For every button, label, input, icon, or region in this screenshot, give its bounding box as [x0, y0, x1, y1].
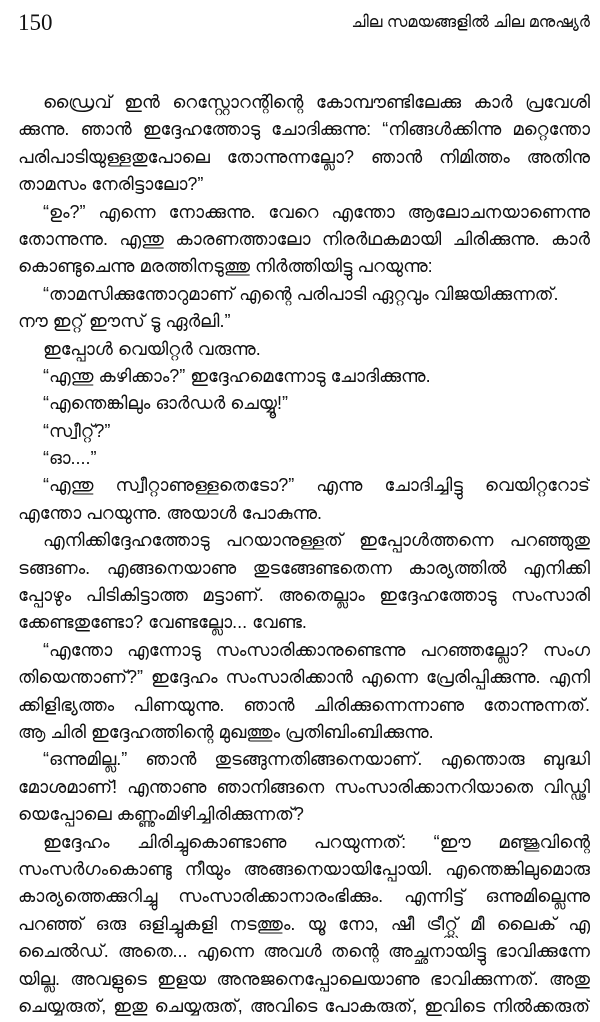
text-line: മോശമാണ്! എന്താണു ഞാനിങ്ങനെ സംസാരിക്കാനറിയാതെ വിഡ്ഢി — [18, 776, 590, 797]
text-line: ക്കേണ്ടതുണ്ടോ? വേണ്ടല്ലോ... വേണ്ട. — [18, 612, 307, 633]
text-line: യില്ല. അവളുടെ ഇളയ അനുജനെപ്പോലെയാണു ഭാവിക്കുന്നത്. അതു — [18, 968, 590, 989]
text-line: ചൈൽഡ്. അതെ... എന്നെ അവൾ തന്റെ അച്ഛനായിട്ടു ഭാവിക്കുന്നേ — [18, 941, 590, 962]
text-line: തിയെന്താണ്?” ഇദ്ദേഹം സംസാരിക്കാൻ എന്നെ പ്രേരിപ്പിക്കുന്നു. എനി — [18, 667, 590, 688]
text-line: എന്തോ പറയുന്നു. അയാൾ പോകുന്നു. — [18, 502, 323, 523]
text-line: കൊണ്ടുചെന്നു മരത്തിനടുത്തു നിർത്തിയിട്ടു പറയുന്നു: — [18, 256, 433, 277]
page-body-text — [18, 89, 590, 1020]
text-line: ക്കുന്നു. ഞാൻ ഇദ്ദേഹത്തോടു ചോദിക്കുന്നു: “നിങ്ങൾക്കിന്നു മറ്റെന്തോ — [18, 119, 590, 140]
text-line: “ഉം?” എന്നെ നോക്കുന്നു. വേറെ എന്തോ ആലോചനയാണെന്നു — [43, 201, 590, 222]
text-line: യെപ്പോലെ കണ്ണുംമിഴിച്ചിരിക്കുന്നത്? — [18, 804, 304, 825]
text-line: താമസം നേരിട്ടാലോ?” — [18, 174, 204, 195]
text-line: “എന്തോ എന്നോടു സംസാരിക്കാനുണ്ടെന്നു പറഞ്ഞല്ലോ? സംഗ — [43, 639, 590, 660]
text-line: ആ ചിരി ഇദ്ദേഹത്തിന്റെ മുഖത്തും പ്രതിബിംബിക്കുന്നു. — [18, 721, 434, 742]
text-line: “എന്തു സ്വീറ്റാണുള്ളതെടോ?” എന്നു ചോദിച്ചിട്ടു വെയിറ്ററോട് — [43, 475, 590, 496]
text-line: “എന്തെങ്കിലും ഓർഡർ ചെയ്യൂ!” — [43, 393, 289, 414]
running-head-book-title: ചില സമയങ്ങളിൽ ചില മനുഷ്യർ — [351, 14, 590, 31]
text-line: എനിക്കിദ്ദേഹത്തോടു പറയാനുള്ളത് ഇപ്പോൾത്തന്നെ പറഞ്ഞുതു — [43, 530, 590, 551]
text-line: പ്പോഴും പിടികിട്ടാത്ത മട്ടാണ്. അതെല്ലാം ഇദ്ദേഹത്തോടു സംസാരി — [18, 585, 590, 606]
text-line: പറഞ്ഞ് ഒരു ഒളിച്ചുകളി നടത്തും. യൂ നോ, ഷീ ട്രീറ്റ്സ് മീ ലൈക് എ — [18, 913, 590, 934]
text-line: തോന്നുന്നു. എന്തു കാരണത്താലോ നിരർഥകമായി ചിരിക്കുന്നു. കാർ — [18, 228, 590, 249]
text-line: “സ്വീറ്റ്?” — [43, 420, 111, 441]
text-line: ടങ്ങണം. എങ്ങനെയാണു തുടങ്ങേണ്ടതെന്ന കാര്യത്തിൽ എനിക്കി — [18, 557, 590, 578]
text-line: “ഓ....” — [43, 448, 97, 469]
text-line: ക്കിളിഭ്യത്തം പിണയുന്നു. ഞാൻ ചിരിക്കുന്നെന്നാണു തോന്നുന്നത്. — [18, 694, 590, 715]
text-line: ഡ്രൈവ് ഇൻ റെസ്റ്റോറന്റിന്റെ കോമ്പൗണ്ടിലേക്കു കാർ പ്രവേശി — [43, 92, 590, 112]
text-line: നൗ ഇറ്റ് ഈസ് ടൂ ഏർലി.” — [18, 311, 231, 332]
text-line: ഇദ്ദേഹം ചിരിച്ചുകൊണ്ടാണു പറയുന്നത്: “ഈ മഞ്ജുവിന്റെ — [43, 831, 590, 852]
text-line: ചെയ്യരുത്, ഇതു ചെയ്യരുത്, അവിടെ പോകരുത്, ഇവിടെ നിൽക്കരുത് — [18, 995, 590, 1016]
page-number: 150 — [18, 10, 53, 35]
text-line: “എന്തു കഴിക്കാം?” ഇദ്ദേഹമെന്നോടു ചോദിക്കുന്നു. — [43, 365, 431, 386]
text-line: “താമസിക്കുന്തോറുമാണ് എന്റെ പരിപാടി ഏറ്റവും വിജയിക്കുന്നത്. — [43, 283, 559, 304]
text-line: ഇപ്പോൾ വെയിറ്റർ വരുന്നു. — [43, 338, 261, 359]
text-line: “ഒന്നുമില്ല.” ഞാൻ തുടങ്ങുന്നതിങ്ങനെയാണ്. എന്തൊരു ബുദ്ധി — [43, 749, 590, 770]
text-line: പരിപാടിയുള്ളതുപോലെ തോന്നുന്നല്ലോ? ഞാൻ നിമിത്തം അതിനു — [18, 146, 590, 167]
text-line: കാര്യത്തെക്കുറിച്ചു സംസാരിക്കാനാരംഭിക്കും. എന്നിട്ട് ഒന്നുമില്ലെന്നു — [18, 886, 590, 907]
text-line: സംസർഗംകൊണ്ടു നീയും അങ്ങനെയായിപ്പോയി. എന്തെങ്കിലുമൊരു — [18, 858, 590, 879]
